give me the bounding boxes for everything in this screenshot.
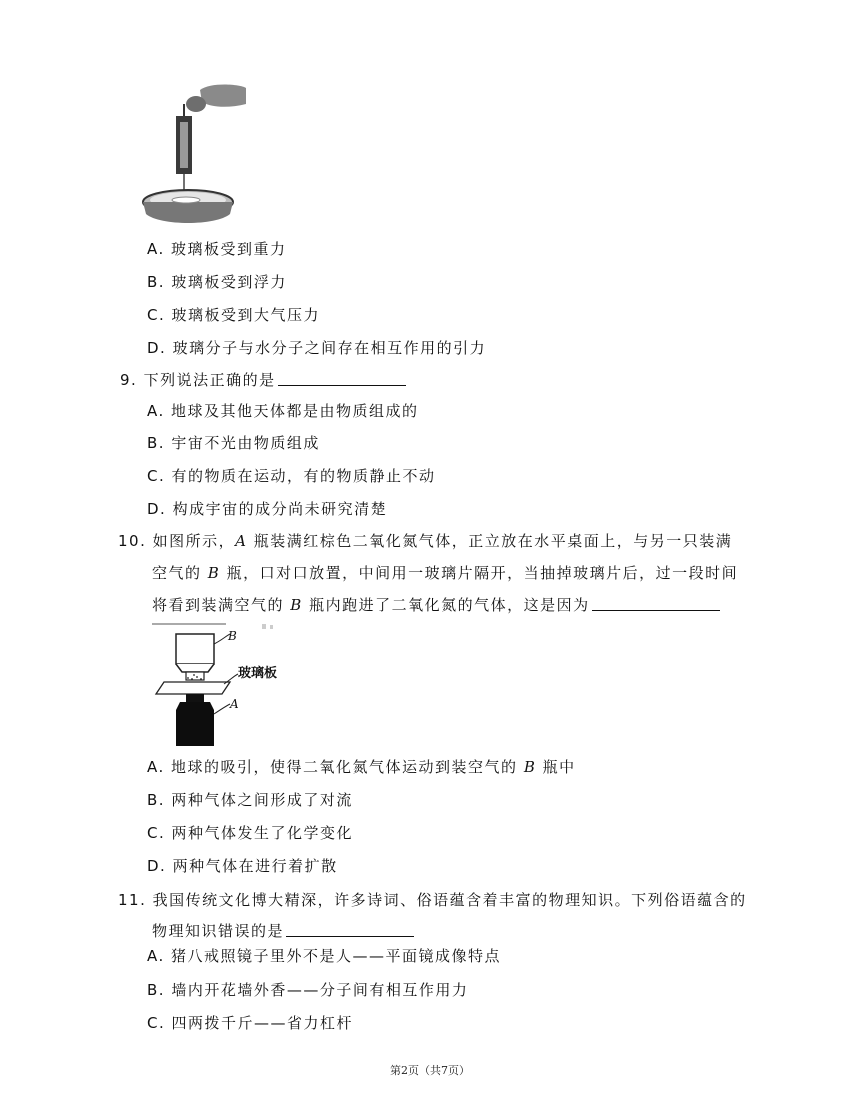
q10-text: 瓶，口对口放置，中间用一玻璃片隔开，当抽掉玻璃片后，过一段时间 (220, 564, 739, 582)
q10-option-a-text: A. 地球的吸引，使得二氧化氮气体运动到装空气的 (147, 758, 524, 776)
q10-line-2 (152, 562, 738, 583)
q9-option-d: D. 构成宇宙的成分尚未研究清楚 (147, 500, 388, 518)
q10-line-1 (118, 530, 732, 551)
q9-option-b: B. 宇宙不光由物质组成 (147, 434, 320, 452)
q11-text: 物理知识错误的是 (152, 922, 285, 940)
q10-option-b: B. 两种气体之间形成了对流 (147, 791, 353, 809)
q10-option-c: C. 两种气体发生了化学变化 (147, 824, 354, 842)
q8-option-b: B. 玻璃板受到浮力 (147, 273, 287, 291)
q10-bottle-b: B (523, 758, 537, 776)
q10-bottle-b: B (207, 564, 221, 582)
figure-label-a: A (230, 697, 239, 711)
q10-option-d: D. 两种气体在进行着扩散 (147, 857, 338, 875)
q10-option-a-text: 瓶中 (536, 758, 576, 776)
q11-option-b: B. 墙内开花墙外香——分子间有相互作用力 (147, 981, 469, 999)
q9-stem (120, 369, 406, 390)
q11-line-2 (152, 920, 414, 941)
q8-option-a: A. 玻璃板受到重力 (147, 240, 287, 258)
figure-label-plate: 玻璃板 (238, 666, 278, 681)
answer-blank (592, 596, 720, 611)
answer-blank (278, 371, 406, 386)
q9-option-c: C. 有的物质在运动，有的物质静止不动 (147, 467, 436, 485)
q10-line-3 (152, 594, 720, 615)
q10-text: 10. 如图所示， (118, 532, 236, 550)
q8-option-d: D. 玻璃分子与水分子之间存在相互作用的引力 (147, 339, 487, 357)
q9-stem-text: 9. 下列说法正确的是 (120, 371, 276, 389)
page-footer: 第2页（共7页） (390, 1064, 470, 1077)
q10-text: 瓶内跑进了二氧化氮的气体，这是因为 (302, 596, 590, 614)
bottles-diffusion-figure (150, 622, 300, 750)
q10-text: 空气的 (152, 564, 208, 582)
q11-option-c: C. 四两拨千斤——省力杠杆 (147, 1014, 354, 1032)
q10-text: 将看到装满空气的 (152, 596, 291, 614)
q10-option-a (147, 756, 576, 777)
answer-blank (286, 922, 414, 937)
q10-text: 瓶装满红棕色二氧化氮气体，正立放在水平桌面上，与另一只装满 (247, 532, 733, 550)
q9-option-a: A. 地球及其他天体都是由物质组成的 (147, 402, 419, 420)
q11-line-1: 11. 我国传统文化博大精深，许多诗词、俗语蕴含着丰富的物理知识。下列俗语蕴含的 (118, 891, 747, 909)
q10-bottle-a: A (235, 532, 248, 550)
q8-option-c: C. 玻璃板受到大气压力 (147, 306, 321, 324)
spring-scale-figure (140, 82, 248, 228)
figure-label-b: B (228, 629, 237, 643)
q10-bottle-b: B (290, 596, 303, 614)
q11-option-a: A. 猪八戒照镜子里外不是人——平面镜成像特点 (147, 947, 502, 965)
